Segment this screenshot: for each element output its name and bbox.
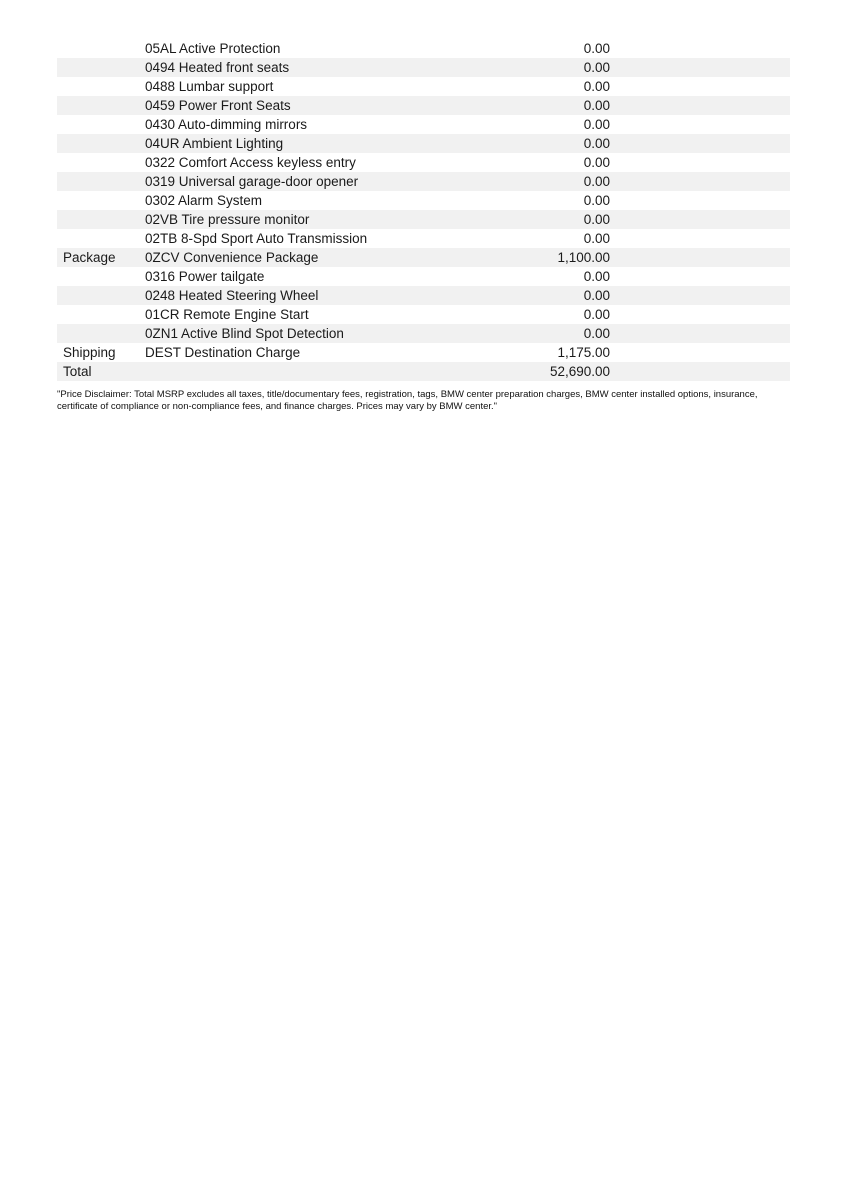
table-row xyxy=(57,210,790,229)
price-cell: 0.00 xyxy=(583,155,610,170)
vehicle-options-table xyxy=(57,39,790,381)
option-cell: 02TB 8-Spd Sport Auto Transmission xyxy=(145,231,368,246)
option-cell: 02VB Tire pressure monitor xyxy=(145,212,310,227)
table-row xyxy=(57,305,790,324)
price-cell: 0.00 xyxy=(583,288,610,303)
table-row xyxy=(57,191,790,210)
option-cell: 0ZN1 Active Blind Spot Detection xyxy=(145,326,344,341)
table-row xyxy=(57,134,790,153)
option-cell: 0248 Heated Steering Wheel xyxy=(145,288,319,303)
category-cell: Total xyxy=(63,364,92,379)
table-row xyxy=(57,153,790,172)
price-cell: 0.00 xyxy=(583,231,610,246)
price-cell: 0.00 xyxy=(583,136,610,151)
table-row xyxy=(57,229,790,248)
option-cell: 0302 Alarm System xyxy=(145,193,263,208)
price-cell: 0.00 xyxy=(583,174,610,189)
option-cell: 04UR Ambient Lighting xyxy=(145,136,284,151)
table-row xyxy=(57,172,790,191)
price-cell: 0.00 xyxy=(583,212,610,227)
option-cell: DEST Destination Charge xyxy=(145,345,301,360)
price-cell: 0.00 xyxy=(583,117,610,132)
price-cell: 0.00 xyxy=(583,60,610,75)
table-row xyxy=(57,324,790,343)
price-cell: 1,100.00 xyxy=(557,250,610,265)
price-cell: 52,690.00 xyxy=(549,364,610,379)
table-row xyxy=(57,115,790,134)
price-cell: 0.00 xyxy=(583,98,610,113)
table-row xyxy=(57,343,790,362)
table-row xyxy=(57,362,790,381)
price-disclaimer-text: "Price Disclaimer: Total MSRP excludes all taxes, title/documentary fees, registration, tags, BMW center preparation charges, BMW center installed options, insurance, certificate of compliance or non-compliance fees, and finance charges. Prices may vary by BMW center." xyxy=(57,389,758,412)
price-cell: 0.00 xyxy=(583,41,610,56)
price-cell: 0.00 xyxy=(583,269,610,284)
table-row xyxy=(57,77,790,96)
table-row xyxy=(57,267,790,286)
option-cell: 0459 Power Front Seats xyxy=(145,98,291,113)
option-cell: 0ZCV Convenience Package xyxy=(145,250,319,265)
option-cell: 0430 Auto-dimming mirrors xyxy=(145,117,308,132)
table-row xyxy=(57,286,790,305)
option-cell: 05AL Active Protection xyxy=(145,41,281,56)
price-cell: 0.00 xyxy=(583,326,610,341)
category-cell: Package xyxy=(63,250,116,265)
price-cell: 0.00 xyxy=(583,193,610,208)
table-row xyxy=(57,96,790,115)
option-cell: 0322 Comfort Access keyless entry xyxy=(145,155,356,170)
category-cell: Shipping xyxy=(63,345,116,360)
price-cell: 0.00 xyxy=(583,307,610,322)
option-cell: 01CR Remote Engine Start xyxy=(145,307,309,322)
option-cell: 0316 Power tailgate xyxy=(145,269,265,284)
price-cell: 0.00 xyxy=(583,79,610,94)
price-cell: 1,175.00 xyxy=(557,345,610,360)
table-row xyxy=(57,248,790,267)
table-row xyxy=(57,39,790,58)
option-cell: 0319 Universal garage-door opener xyxy=(145,174,359,189)
table-row xyxy=(57,58,790,77)
option-cell: 0488 Lumbar support xyxy=(145,79,274,94)
option-cell: 0494 Heated front seats xyxy=(145,60,290,75)
